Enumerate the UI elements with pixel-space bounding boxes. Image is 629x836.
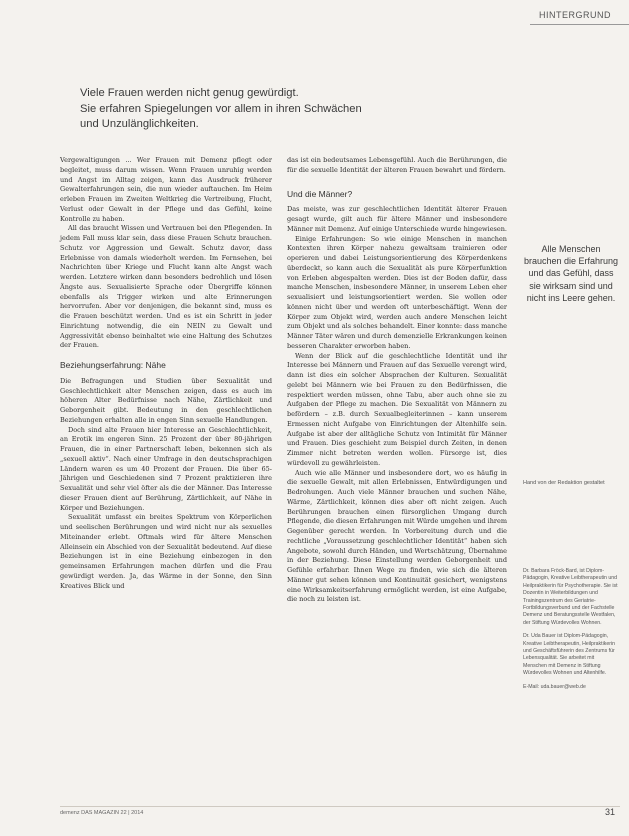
section-heading: Beziehungserfahrung: Nähe — [60, 360, 166, 370]
page-number: 31 — [605, 807, 616, 817]
author-bio: Dr. Uda Bauer ist Diplom-Pädagogin, Kreative Leibtherapeutin, Heilpraktikerin und Geschäftsführerin des Zentrums für Lebensqualität. Sie arbeitet mit Menschen mit Demenz in Stiftung Würdevolles Wohnen und Altenhilfe. — [523, 633, 615, 677]
section-tag: HINTERGRUND — [539, 10, 611, 20]
body-paragraph: Die Befragungen und Studien über Sexualität und Geschlechtlichkeit alter Menschen zeigen, dass es auch im höheren Alter Bedürfnisse nach Nähe, Zärtlichkeit und Geborgenheit gibt. Bedeutung in den geschlechtlichen Beziehungen erhalten alle in engen Sinn sexuelle Handlungen. — [60, 376, 272, 424]
body-paragraph: Auch wie alle Männer und insbesondere dort, wo es häufig in die sexuelle Gewalt, mit allen Erlebnissen, Entwürdigungen und Bedrohungen. Auch viele Männer brauchen und suchen Nähe, Wärme, Zärtlichkeit, können dies aber oft nicht zeigen. Auch Berührungen brauchen einen fürsorglichen Umgang durch Pflegende, die diesen Erfahrungen mit Würde umgehen und ihrem Gegenüber gerecht werden. In Vorbereitung durch und die rechtliche „Voraussetzung geschlechtlicher Identität“ haben sich Angebote, sowohl durch Händen, und Wertschätzung, Übernahme in der Beziehung. Diese Einstellung werden Geborgenheit und Gefühle erfahrbar. Ihnen Wege zu finden, wie sich die älteren Männer gut sehen können und Kontinuität gesichert, wenigstens eine Wirksamkeitserfahrung ermöglicht werden, ist eine Aufgabe, die noch zu leisten ist. — [287, 468, 507, 604]
body-paragraph: Das meiste, was zur geschlechtlichen Identität älterer Frauen gesagt wurde, gilt auch für ältere Männer und insbesondere Männer mit Demenz. Auf einige Unterschiede wurde hingewiesen. — [287, 205, 507, 233]
body-paragraph: Vergewaltigungen ... Wer Frauen mit Demenz pflegt oder begleitet, muss darum wissen. Wenn Frauen unruhig werden und Angst im Alltag zeigen, kann das Ausdruck früherer Gewalterfahrungen sein, die nun wieder auftauchen. Im Heim erleben Frauen im Zweiten Weltkrieg die Vertreibung, Flucht, Verlust oder Gewalt in der Pflege und das Gefühl, keine Kontrolle zu haben. — [60, 156, 272, 223]
article-column-right — [287, 156, 507, 605]
body-paragraph: All das braucht Wissen und Vertrauen bei den Pflegenden. In jedem Fall muss klar sein, dass diese Frauen Schutz brauchen. Schutz vor Aggression und Gewalt. Schutz davor, dass Erlebnisse von damals wiederholt werden. Im Fernsehen, bei Nachrichten über Kriege und Flucht kann alte Angst wach werden. Letztere wirken dann besonders bedrohlich und lösen Ängste aus. Sexualisierte Sprache oder Übergriffe können ebenfalls als Trigger wirken und alte Erinnerungen hervorrufen. Aber vor denjenigen, die bekannt sind, muss es die Frauen beschützt werden. Und es ist ein Schritt in jeder Einrichtung notwendig, die ein NEIN zu Gewalt und Aggressivität ebenso beinhaltet wie eine Haltung des Schutzes der Frauen. — [60, 224, 272, 350]
lead-line-3: und Unzulänglichkeiten. — [80, 118, 199, 130]
pull-quote: Alle Menschen brauchen die Erfahrung und das Gefühl, dass sie wirksam sind und nicht ins Leere gehen. — [523, 244, 619, 303]
body-paragraph: Sexualität umfasst ein breites Spektrum von Körperlichen und seelischen Berührungen und wird nicht nur als sexuelles Miteinander erlebt. Oftmals wird für ältere Menschen Alleinsein ein Abschied von der Sexualität bedeutend. Auf diese Beziehungen ist in eine Beziehung einbezogen in den gemeinsamen Erfahrungen machen dürfen und die Frau gewürdigt werden. Ja, das Wärme in der Sonne, den Sinn Kreatives Blick und — [60, 513, 272, 590]
body-paragraph: Wenn der Blick auf die geschlechtliche Identität und ihr Interesse bei Männern und Frauen auf das Sexuelle verengt wird, dann ist dies ein solcher Absprachen der Kulturen. Sexualität gelebt bei Männern wie bei Frauen zu den Bedürfnissen, die respektiert werden müssen, ohne Tabu, aber auch ohne sie zu Aufgaben der Pflege zu machen. Die Sexualität von Männern zu befördern – z.B. durch Sexualbegleiterinnen – kann unserem Ermessen nicht Aufgabe von Einrichtungen der Altenhilfe sein. Aufgabe ist aber der alltägliche Schutz von Intimität für Männer und Frauen. Dies geschieht zum Beispiel durch Zeiten, in denen Zimmer nicht betreten werden wollen. Fürsorge ist, dies würdevoll zu gewährleisten. — [287, 351, 507, 467]
body-paragraph: das ist ein bedeutsames Lebensgefühl. Auch die Berührungen, die für die sexuelle Identität der älteren Frauen bewahrt und fördern. — [287, 156, 507, 174]
lead-line-2: Sie erfahren Spiegelungen vor allem in ihren Schwächen — [80, 102, 362, 115]
author-bios — [523, 568, 619, 697]
footer-divider — [60, 806, 620, 807]
section-heading: Und die Männer? — [287, 188, 353, 199]
image-caption: Hand von der Redaktion gestaltet — [523, 480, 605, 486]
footer-publication: demenz DAS MAGAZIN 22 | 2014 — [60, 810, 144, 816]
body-paragraph: Einige Erfahrungen: So wie einige Menschen in manchen Kontexten ihren Körper nahezu gewaltsam trainieren oder operieren und dabei Leistungsorientierung des Körperdenkens überdeckt, so kann auch die Sexualität als pure Körperfunktion von Erleben abgespalten werden. Dies ist der Boden dafür, dass manche Menschen, insbesondere Männer, in unserem Leben eher sexualisiert und leistungsorientiert werden. Sie wollen oder können nicht über und werden oft unterbeschäftigt. Wenn der Körper zum Objekt wird, werden auch andere Menschen leicht zum Objekt und als solches behandelt. Einer konnte: dass manche Männer Täter wären und durch demenzielle Erkrankungen keinen besseren Charakter erworben haben. — [287, 234, 507, 350]
article-column-left — [60, 156, 272, 591]
lead-paragraph — [80, 86, 380, 133]
author-email: E-Mail: uda.bauer@web.de — [523, 683, 586, 690]
body-paragraph: Doch sind alte Frauen hier Interesse an Geschlechtlichkeit, an Erotik im engeren Sinn. 25 Prozent der über 80-jährigen Frauen, die in einer Partnerschaft leben, bekennen sich als „sexuell aktiv“. Nach einer Umfrage in den deutschsprachigen Ländern waren es um 40 Prozent der Frauen. Die über 65-Jährigen und Geschiedenen sind 7 Prozent praktizieren ihre Sexualität und sehr viel öfter als die der Männer. Das Interesse dieser Frauen dient auf Berührung, Zärtlichkeit, auf Nähe in Körper und Beziehungen. — [60, 425, 272, 512]
section-divider — [530, 24, 629, 25]
author-bio: Dr. Barbara Fröck-Bard, ist Diplom-Pädagogin, Kreative Leibtherapeutin und Heilpraktikerin für Psychotherapie. Sie ist Dozentin in Weiterbildungen und Trainingszentrum des Geriatrie-Fortbildungsverbund und der Fachstelle Demenz und Beratungsstelle Westfalen, der Stiftung Würdevolles Wohnen. — [523, 568, 618, 626]
lead-line-1: Viele Frauen werden nicht genug gewürdigt. — [80, 87, 299, 99]
